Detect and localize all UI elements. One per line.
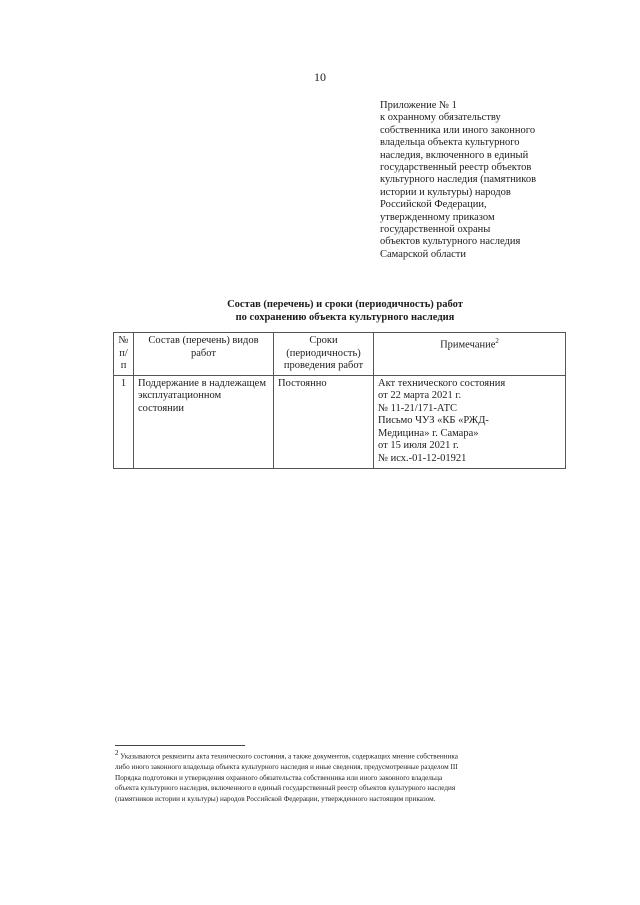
- note-line: Акт технического состояния: [378, 377, 506, 389]
- title-line-2: по сохранению объекта культурного наследия: [235, 311, 455, 323]
- footnote-line: [115, 748, 567, 762]
- note-line: от 15 июля 2021 г.: [378, 440, 459, 451]
- annex-line: собственника или иного законного: [380, 124, 536, 136]
- header-num: № п/п: [114, 333, 134, 376]
- annex-line: государственный реестр объектов: [380, 162, 532, 174]
- footnote-divider: [115, 745, 245, 746]
- header-composition: Состав (перечень) видов работ: [134, 333, 274, 376]
- annex-line: владельца объекта культурного: [380, 137, 520, 149]
- annex-line: государственной охраны: [380, 224, 491, 236]
- annex-line: к охранному обязательству: [380, 112, 501, 124]
- footnote-text: Указываются реквизиты акта технического состояния, а также документов, содержащих мнение собственника: [120, 752, 458, 761]
- footnote-line: либо иного законного владельца объекта культурного наследия и иные сведения, предусмотренные разделом III: [115, 762, 458, 771]
- header-note: [374, 333, 566, 376]
- table-header-row: [114, 333, 566, 376]
- annex-line: Приложение № 1: [380, 100, 457, 111]
- document-title: [90, 299, 600, 324]
- annex-line: истории и культуры) народов: [380, 186, 511, 198]
- note-line: № 11-21/171-АТС: [378, 402, 457, 414]
- footnote-ref: 2: [495, 337, 499, 345]
- annex-line: Самарской области: [380, 248, 466, 260]
- annex-line: наследия, включенного в единый: [380, 149, 529, 161]
- title-line-1: Состав (перечень) и сроки (периодичность) работ: [227, 299, 463, 310]
- footnote-line: (памятников истории и культуры) народов Российской Федерации, утвержденного настоящим приказом.: [115, 794, 436, 803]
- note-line: Медицина» г. Самара»: [378, 427, 479, 439]
- cell-composition: Поддержание в надлежащем эксплуатационном состоянии: [134, 375, 274, 468]
- table-row: [114, 375, 566, 468]
- annex-line: утвержденному приказом: [380, 211, 495, 223]
- cell-term: Постоянно: [274, 375, 374, 468]
- footnote: [115, 748, 567, 804]
- footnote-line: Порядка подготовки и утверждения охранного обязательства собственника или иного законного владельца: [115, 773, 443, 782]
- annex-line: объектов культурного наследия: [380, 236, 521, 248]
- header-note-label: Примечание: [440, 339, 496, 351]
- works-table: [113, 332, 566, 469]
- annex-block: [380, 100, 580, 261]
- footnote-line: объекта культурного наследия, включенного в единый государственный реестр объектов культурного наследия: [115, 784, 456, 793]
- page-number: 10: [314, 70, 326, 84]
- note-line: Письмо ЧУЗ «КБ «РЖД-: [378, 415, 489, 426]
- note-line: № исх.-01-12-01921: [378, 452, 467, 464]
- annex-line: культурного наследия (памятников: [380, 174, 537, 186]
- annex-line: Российской Федерации,: [380, 199, 487, 211]
- header-term: Сроки (периодичность) проведения работ: [274, 333, 374, 376]
- footnote-mark: 2: [115, 749, 119, 757]
- cell-num: 1: [114, 375, 134, 468]
- note-line: от 22 марта 2021 г.: [378, 390, 462, 401]
- cell-note: [374, 375, 566, 468]
